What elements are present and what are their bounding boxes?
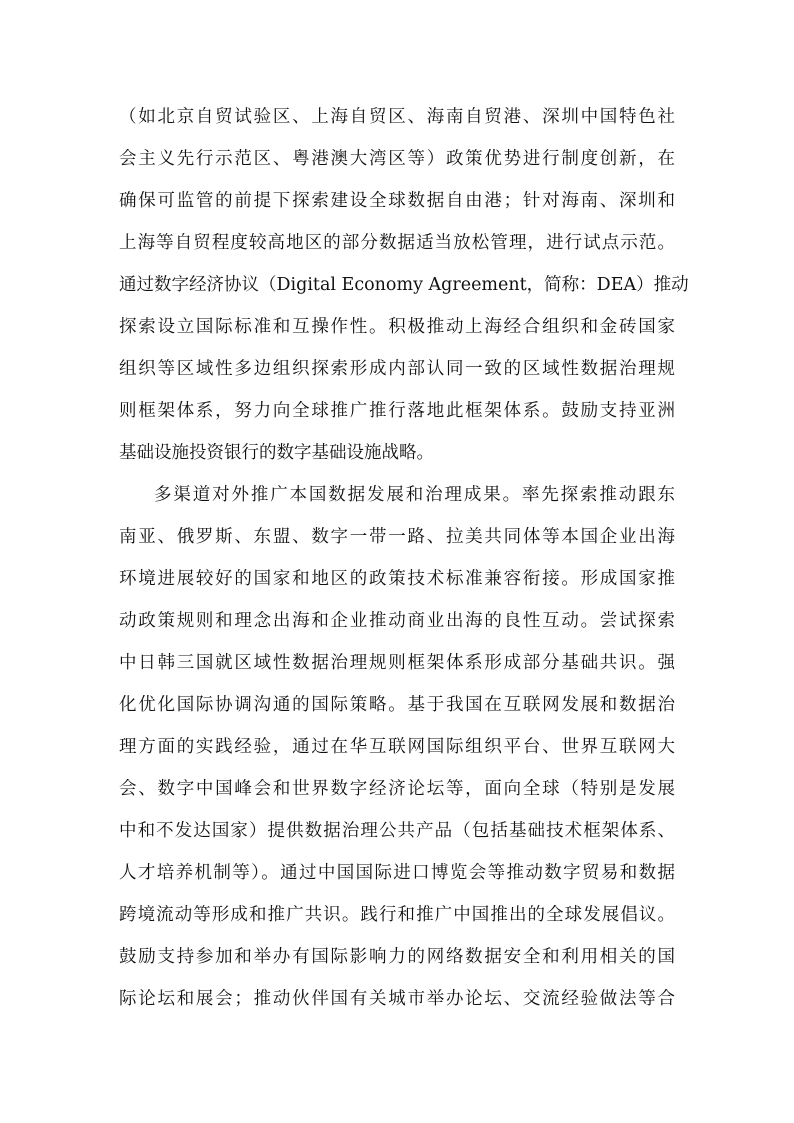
paragraph-line: 环境进展较好的国家和地区的政策技术标准兼容衔接。形成国家推: [119, 569, 675, 589]
paragraph-line: 跨境流动等形成和推广共识。践行和推广中国推出的全球发展倡议。: [119, 905, 675, 925]
paragraph-line: 会、数字中国峰会和世界数字经济论坛等，面向全球（特别是发展: [119, 779, 675, 799]
paragraph-line: 鼓励支持参加和举办有国际影响力的网络数据安全和利用相关的国: [119, 947, 675, 967]
paragraph-line: 上海等自贸程度较高地区的部分数据适当放松管理，进行试点示范。: [119, 233, 675, 253]
paragraph-line: 动政策规则和理念出海和企业推动商业出海的良性互动。尝试探索: [119, 611, 675, 631]
paragraph-line: 多渠道对外推广本国数据发展和治理成果。率先探索推动跟东: [154, 485, 675, 505]
paragraph-line: 中和不发达国家）提供数据治理公共产品（包括基础技术框架体系、: [119, 821, 675, 841]
paragraph-line: 理方面的实践经验，通过在华互联网国际组织平台、世界互联网大: [119, 737, 675, 757]
paragraph-line: 际论坛和展会；推动伙伴国有关城市举办论坛、交流经验做法等合: [119, 989, 675, 1009]
paragraph-line: 中日韩三国就区域性数据治理规则框架体系形成部分基础共识。强: [119, 653, 675, 673]
paragraph-line: 会主义先行示范区、粤港澳大湾区等）政策优势进行制度创新，在: [119, 149, 675, 169]
paragraph-line: 则框架体系，努力向全球推广推行落地此框架体系。鼓励支持亚洲: [119, 401, 675, 421]
paragraph-line: 南亚、俄罗斯、东盟、数字一带一路、拉美共同体等本国企业出海: [119, 527, 675, 547]
paragraph-line: 确保可监管的前提下探索建设全球数据自由港；针对海南、深圳和: [119, 191, 675, 211]
paragraph-line: （如北京自贸试验区、上海自贸区、海南自贸港、深圳中国特色社: [119, 107, 675, 127]
paragraph-line: 通过数字经济协议（Digital Economy Agreement，简称：DEA）推动: [119, 275, 689, 295]
paragraph-line: 化优化国际协调沟通的国际策略。基于我国在互联网发展和数据治: [119, 695, 675, 715]
paragraph-line: 探索设立国际标准和互操作性。积极推动上海经合组织和金砖国家: [119, 317, 675, 337]
paragraph-line: 组织等区域性多边组织探索形成内部认同一致的区域性数据治理规: [119, 359, 675, 379]
paragraph-line: 基础设施投资银行的数字基础设施战略。: [119, 443, 434, 463]
paragraph-line: 人才培养机制等）。通过中国国际进口博览会等推动数字贸易和数据: [119, 863, 675, 883]
